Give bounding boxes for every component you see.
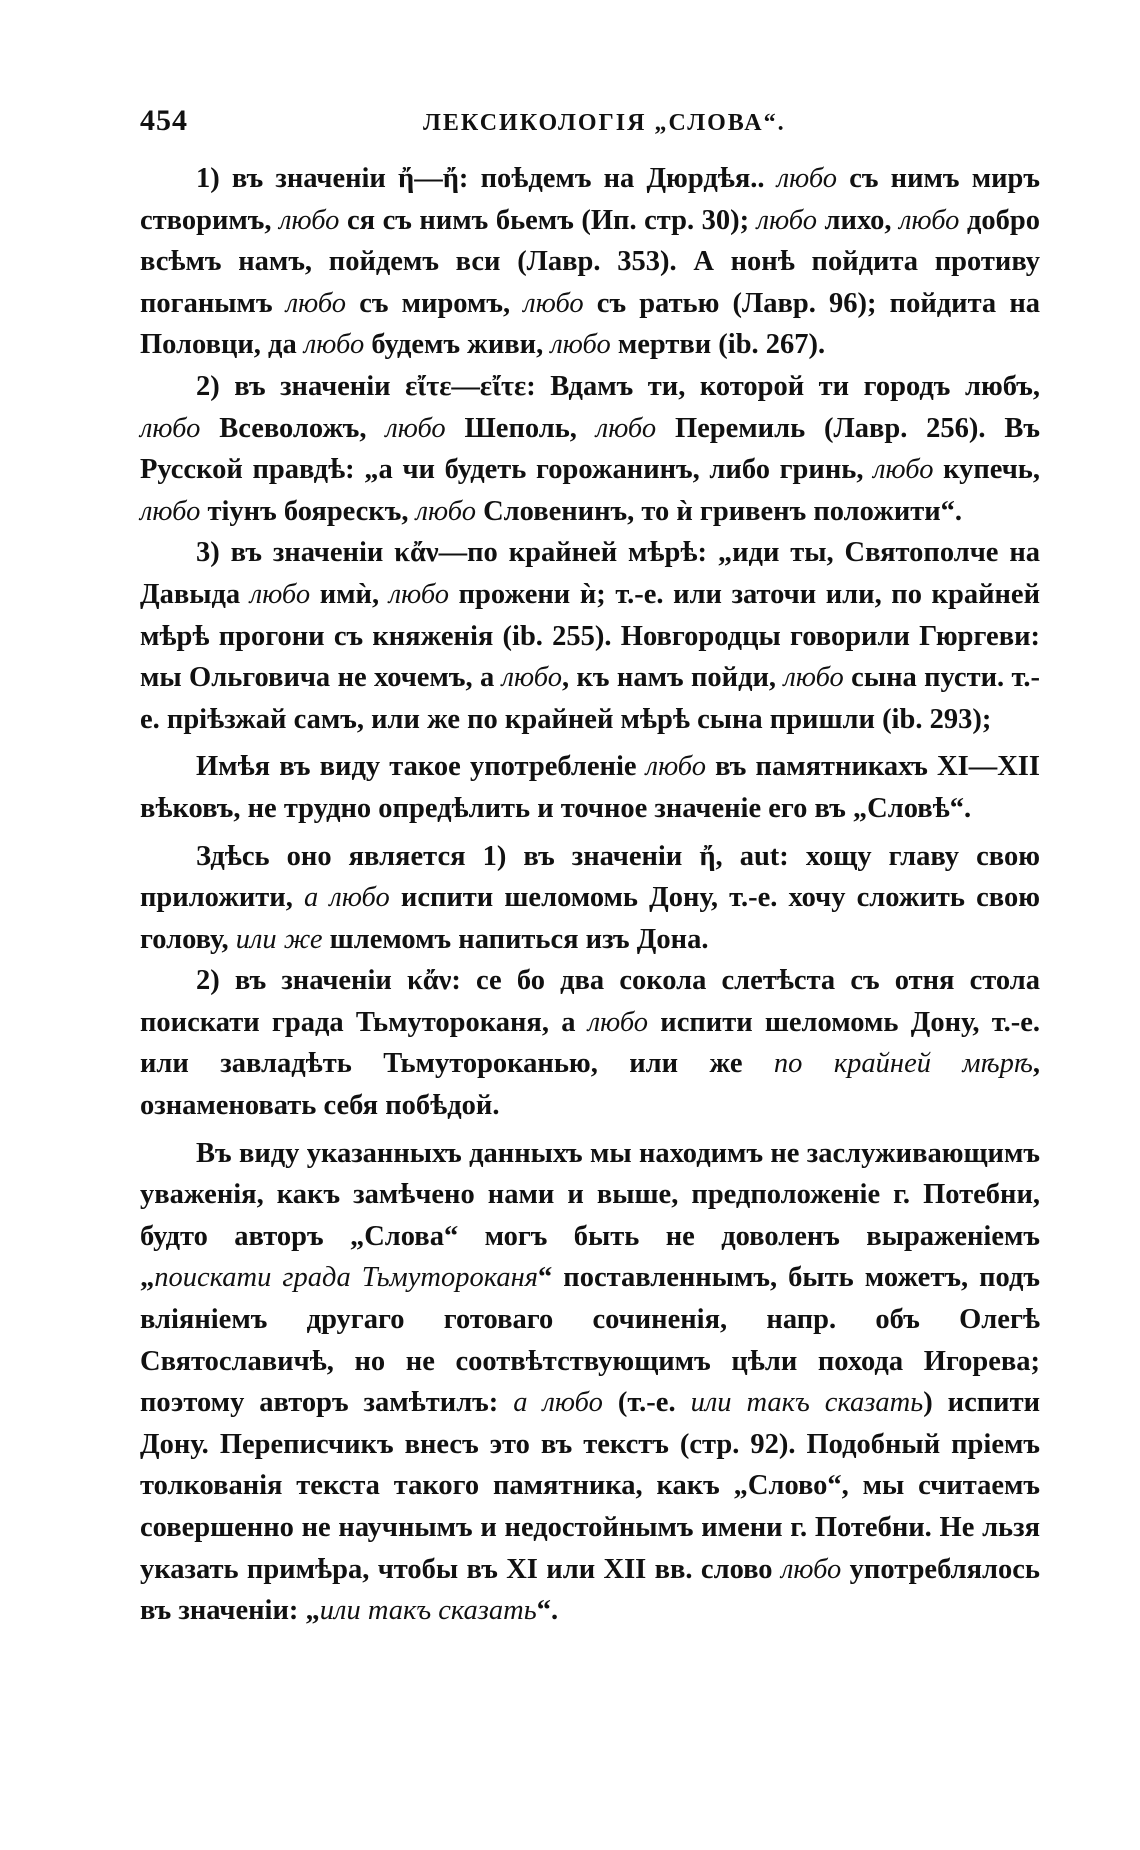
- paragraph: [140, 746, 1040, 829]
- italic-span: любо: [899, 204, 960, 236]
- text-span: употреблялось въ значеніи: „: [140, 1553, 1040, 1627]
- italic-span: любо: [873, 454, 934, 486]
- text-span: купечь,: [933, 454, 1040, 486]
- italic-span: любо: [780, 1553, 842, 1585]
- text-span: , къ намъ пойди,: [561, 662, 784, 694]
- italic-span: любо: [523, 287, 584, 319]
- text-span: 1) въ значеніи ἤ—ἤ: поѣдемъ на Дюрдѣя..: [196, 163, 777, 194]
- text-span: будемъ живи,: [364, 329, 551, 361]
- text-span: имѝ,: [310, 578, 389, 610]
- text-span: “.: [536, 1595, 559, 1627]
- italic-span: а любо: [513, 1387, 603, 1419]
- paragraph: [140, 532, 1040, 740]
- text-span: съ миромъ,: [346, 287, 524, 319]
- text-span: Словенинъ, то ѝ гривенъ положити“.: [475, 495, 963, 527]
- italic-span: или такъ сказать: [319, 1595, 537, 1627]
- text-span: испити шеломомь Дону, т.-е. или завладѣть Тьмутороканью, или же: [140, 1006, 1040, 1080]
- paragraph: [140, 960, 1040, 1126]
- text-span: ) испити Дону. Переписчикъ внесъ это въ текстъ (стр. 92). Подобный пріемъ толкованія текста такого памятника, какъ „Слово“, мы считаемъ совершенно не научнымъ и недостойнымъ имени г. Потебни. Не льзя указать примѣра, чтобы въ XI или XII вв. слово: [140, 1387, 1040, 1585]
- body-text: [140, 158, 1040, 1632]
- italic-span: любо: [501, 662, 562, 694]
- text-span: добро всѣмъ намъ, пойдемъ вси (Лавр. 353). А нонѣ пойдита противу поганымъ: [140, 204, 1040, 319]
- italic-span: любо: [140, 412, 201, 444]
- text-span: испити шеломомь Дону, т.-е. хочу сложить свою голову,: [140, 882, 1040, 955]
- text-span: “ поставленнымъ, быть можетъ, подъ вліяніемъ другаго готоваго сочиненія, напр. объ Олегѣ Святославичѣ, но не соотвѣтствующимъ цѣли похода Игорева; поэтому авторъ замѣтилъ:: [140, 1262, 1041, 1419]
- text-span: , ознаменовать себя побѣдой.: [140, 1048, 1040, 1122]
- text-span: (т.-е.: [602, 1387, 691, 1419]
- text-span: мертви (ib. 267).: [610, 329, 826, 361]
- text-span: ся съ нимъ бьемъ (Ип. стр. 30);: [339, 204, 757, 236]
- paragraph: [140, 366, 1040, 532]
- italic-span: а любо: [304, 882, 390, 914]
- italic-span: любо: [140, 495, 201, 527]
- paragraph: [140, 158, 1040, 366]
- italic-span: или такъ сказать: [690, 1387, 924, 1419]
- text-span: сына пусти. т.-е. пріѣзжай самъ, или же по крайней мѣрѣ сына пришли (ib. 293);: [140, 662, 1040, 735]
- running-title: ЛЕКСИКОЛОГІЯ „СЛОВА“.: [423, 110, 786, 136]
- text-span: Здѣсь оно является 1) въ значеніи ἤ, aut: хощу главу свою приложити,: [140, 840, 1040, 914]
- italic-span: любо: [415, 495, 476, 527]
- text-span: лихо,: [817, 204, 900, 236]
- text-span: Имѣя въ виду такое употребленіе: [196, 751, 646, 783]
- italic-span: любо: [776, 163, 838, 194]
- text-span: Въ виду указанныхъ данныхъ мы находимъ не заслуживающимъ уваженія, какъ замѣчено нами и выше, предположеніе г. Потебни, будто авторъ „Слова“ могъ быть не доволенъ выраженіемъ „: [140, 1137, 1040, 1294]
- italic-span: любо: [279, 204, 340, 236]
- italic-span: любо: [285, 287, 347, 319]
- page-header: [140, 104, 1040, 138]
- italic-span: любо: [783, 662, 844, 694]
- text-span: съ ратью (Лавр. 96); пойдита на Половци, да: [140, 287, 1040, 361]
- italic-span: любо: [595, 412, 657, 444]
- italic-span: по крайней мѣрѣ: [773, 1048, 1033, 1080]
- text-span: прожени ѝ; т.-е. или заточи или, по крайней мѣрѣ прогони съ княженія (ib. 255). Новгородцы говорили Гюргеви: мы Ольговича не хочемъ, а: [140, 578, 1040, 694]
- paragraph: [140, 1133, 1040, 1632]
- text-span: Всеволожъ,: [200, 412, 386, 444]
- italic-span: поискати града Тьмутороканя: [154, 1262, 538, 1294]
- italic-span: любо: [388, 578, 450, 610]
- text-span: тіунъ боярескъ,: [200, 495, 416, 527]
- page-number: 454: [140, 104, 188, 137]
- text-span: съ нимъ миръ створимъ,: [140, 163, 1041, 236]
- text-span: 3) въ значеніи κἄν—по крайней мѣрѣ: „иди ты, Святополче на Давыда: [140, 537, 1040, 610]
- italic-span: любо: [249, 578, 311, 610]
- text-span: 2) въ значеніи εἴτε—εἴτε: Вдамъ ти, которой ти городъ любъ,: [196, 370, 1040, 402]
- italic-span: любо: [303, 329, 365, 361]
- text-span: въ памятникахъ XI—XII вѣковъ, не трудно опредѣлить и точное значеніе его въ „Словѣ“.: [140, 751, 1040, 824]
- italic-span: любо: [756, 204, 818, 236]
- italic-span: любо: [645, 751, 706, 783]
- italic-span: или же: [235, 923, 323, 955]
- italic-span: любо: [587, 1006, 649, 1038]
- italic-span: любо: [550, 329, 611, 361]
- text-span: Перемиль (Лавр. 256). Въ Русской правдѣ: „а чи будеть горожанинъ, либо гринь,: [140, 412, 1040, 486]
- text-span: 2) въ значеніи κἄν: се бо два сокола слетѣста съ отня стола поискати града Тьмутороканя, а: [140, 965, 1040, 1038]
- italic-span: любо: [385, 412, 446, 444]
- paragraph: [140, 836, 1040, 961]
- text-span: Шеполь,: [445, 412, 596, 444]
- text-span: шлемомъ напиться изъ Дона.: [322, 923, 709, 955]
